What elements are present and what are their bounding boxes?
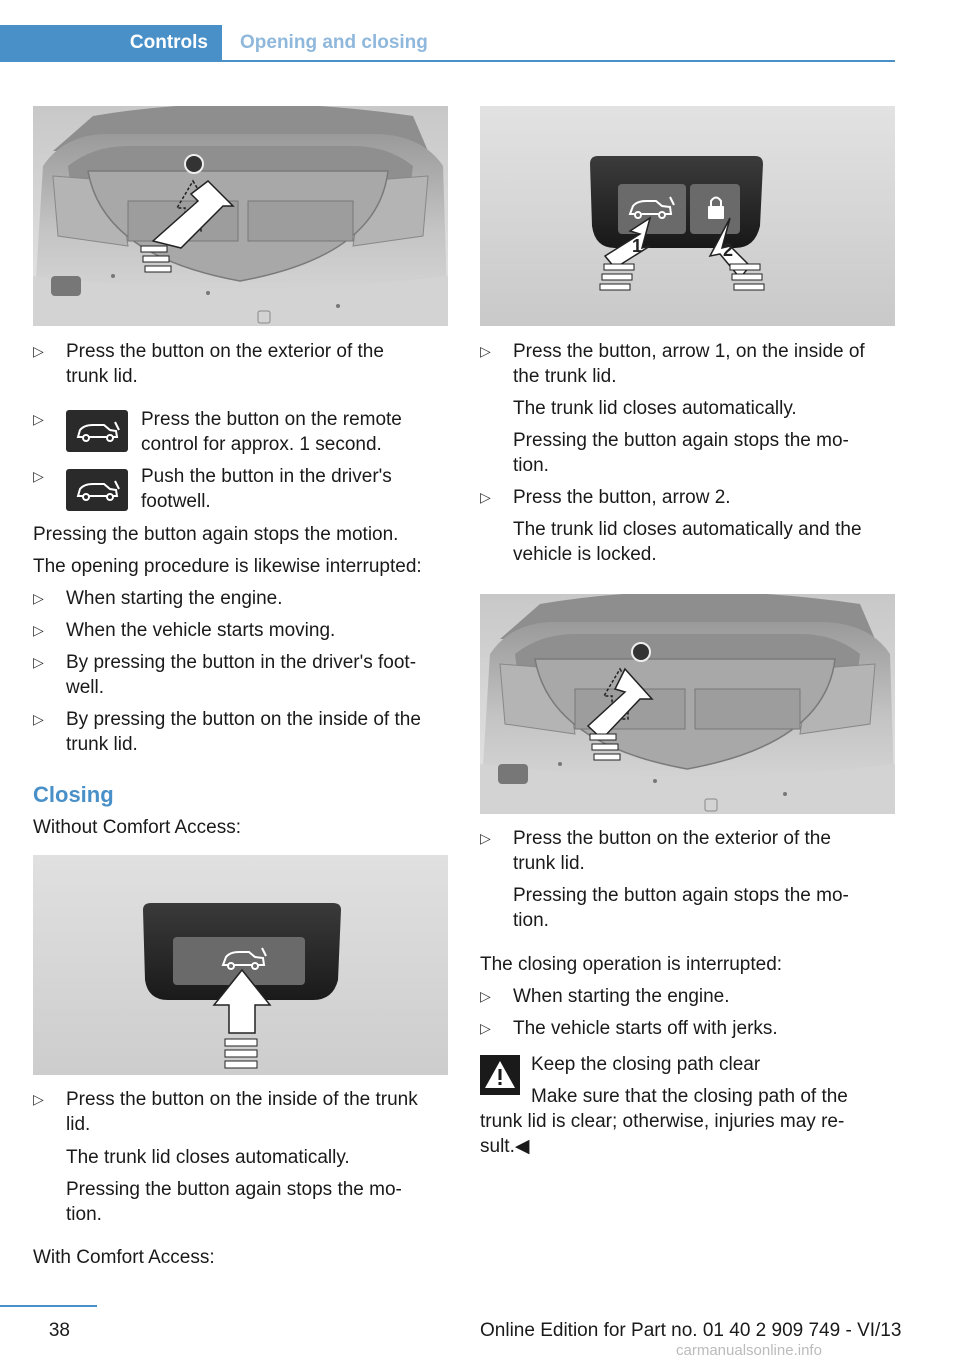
warning-title: Keep the closing path clear <box>531 1054 761 1075</box>
trunk-two-button-illustration <box>480 106 895 326</box>
warning-text-line: Make sure that the closing path of the <box>531 1086 848 1107</box>
list-item-text: Press the button, arrow 2. <box>513 487 731 508</box>
list-item <box>33 407 453 457</box>
list-item <box>33 650 453 700</box>
trunk-inside-button-illustration <box>33 855 448 1075</box>
bullet-triangle-icon: ▷ <box>33 343 44 359</box>
page-header <box>0 25 895 62</box>
list-item <box>33 464 453 514</box>
list-item <box>33 1087 453 1137</box>
bullet-triangle-icon: ▷ <box>33 1091 44 1107</box>
list-item <box>480 984 900 1009</box>
list-item-text: Press the button on the remote control for approx. 1 second. <box>141 409 402 455</box>
list-item <box>480 826 900 876</box>
bullet-triangle-icon: ▷ <box>480 343 491 359</box>
car-rear-illustration <box>33 106 448 326</box>
trunk-two-button-panel-image <box>480 106 895 326</box>
watermark: carmanualsonline.info <box>676 1342 822 1359</box>
car-trunk-open-icon <box>66 410 128 452</box>
trunk-inside-button-image <box>33 855 448 1075</box>
header-tab-section[interactable]: Opening and closing <box>240 32 428 53</box>
paragraph: The opening procedure is likewise interrupted: <box>33 556 422 577</box>
paragraph: Without Comfort Access: <box>33 817 242 838</box>
arrow-label-2: 2 <box>723 240 734 260</box>
list-item-text: Press the button on the inside of the trunk lid. <box>66 1089 418 1135</box>
paragraph: Pressing the button again stops the motion. <box>33 524 399 545</box>
list-item <box>480 1016 900 1041</box>
bullet-triangle-icon: ▷ <box>33 711 44 727</box>
paragraph: With Comfort Access: <box>33 1247 215 1268</box>
warning-icon <box>480 1055 520 1095</box>
page-number: 38 <box>48 1320 70 1341</box>
car-trunk-open-icon <box>66 469 128 511</box>
paragraph: The closing operation is interrupted: <box>480 954 783 975</box>
bullet-triangle-icon: ▷ <box>33 411 44 427</box>
car-rear-illustration-2 <box>480 594 895 814</box>
list-item-text: When starting the engine. <box>513 986 730 1007</box>
bullet-triangle-icon: ▷ <box>33 622 44 638</box>
list-item-text: Push the button in the driver's footwell. <box>141 466 392 512</box>
list-item-subtext: Pressing the button again stops the mo‐ tion. <box>513 430 849 476</box>
trunk-button-icon <box>66 410 128 452</box>
list-item-text: When the vehicle starts moving. <box>66 620 336 641</box>
arrow-label-1: 1 <box>632 236 643 256</box>
car-rear-image-2 <box>480 594 895 814</box>
list-item <box>33 618 453 643</box>
bullet-triangle-icon: ▷ <box>480 988 491 1004</box>
list-item-text: Press the button, arrow 1, on the inside of the trunk lid. <box>513 341 865 387</box>
list-item <box>33 707 453 757</box>
list-item-subtext: The trunk lid closes automatically and the vehicle is locked. <box>513 519 862 565</box>
list-item-text: Press the button on the exterior of the trunk lid. <box>513 828 831 874</box>
list-item <box>480 485 900 510</box>
list-item-text: By pressing the button in the driver's foot‐ well. <box>66 652 417 698</box>
trunk-button-icon <box>66 469 128 511</box>
bullet-triangle-icon: ▷ <box>480 830 491 846</box>
warning-text-line: sult.◀ <box>480 1136 530 1157</box>
footer-rule <box>0 1305 97 1307</box>
section-heading-closing: Closing <box>33 782 114 807</box>
car-rear-image <box>33 106 448 326</box>
footer-edition: Online Edition for Part no. 01 40 2 909 749 - VI/13 <box>480 1320 902 1341</box>
list-item <box>33 339 453 389</box>
list-item-subtext: The trunk lid closes automatically. <box>66 1147 350 1168</box>
bullet-triangle-icon: ▷ <box>480 489 491 505</box>
warning-block <box>480 1052 900 1162</box>
list-item-text: When starting the engine. <box>66 588 283 609</box>
bullet-triangle-icon: ▷ <box>33 590 44 606</box>
bullet-triangle-icon: ▷ <box>33 654 44 670</box>
list-item-text: The vehicle starts off with jerks. <box>513 1018 778 1039</box>
list-item-text: By pressing the button on the inside of the trunk lid. <box>66 709 421 755</box>
list-item-subtext: Pressing the button again stops the mo‐ tion. <box>66 1179 402 1225</box>
bullet-triangle-icon: ▷ <box>480 1020 491 1036</box>
list-item-subtext: Pressing the button again stops the mo‐ tion. <box>513 885 849 931</box>
warning-text-line: trunk lid is clear; otherwise, injuries may re‐ <box>480 1111 845 1132</box>
list-item-subtext: The trunk lid closes automatically. <box>513 398 797 419</box>
header-tab-controls[interactable]: Controls <box>0 25 222 60</box>
bullet-triangle-icon: ▷ <box>33 468 44 484</box>
list-item <box>33 586 453 611</box>
list-item <box>480 339 900 389</box>
list-item-text: Press the button on the exterior of the trunk lid. <box>66 341 384 387</box>
